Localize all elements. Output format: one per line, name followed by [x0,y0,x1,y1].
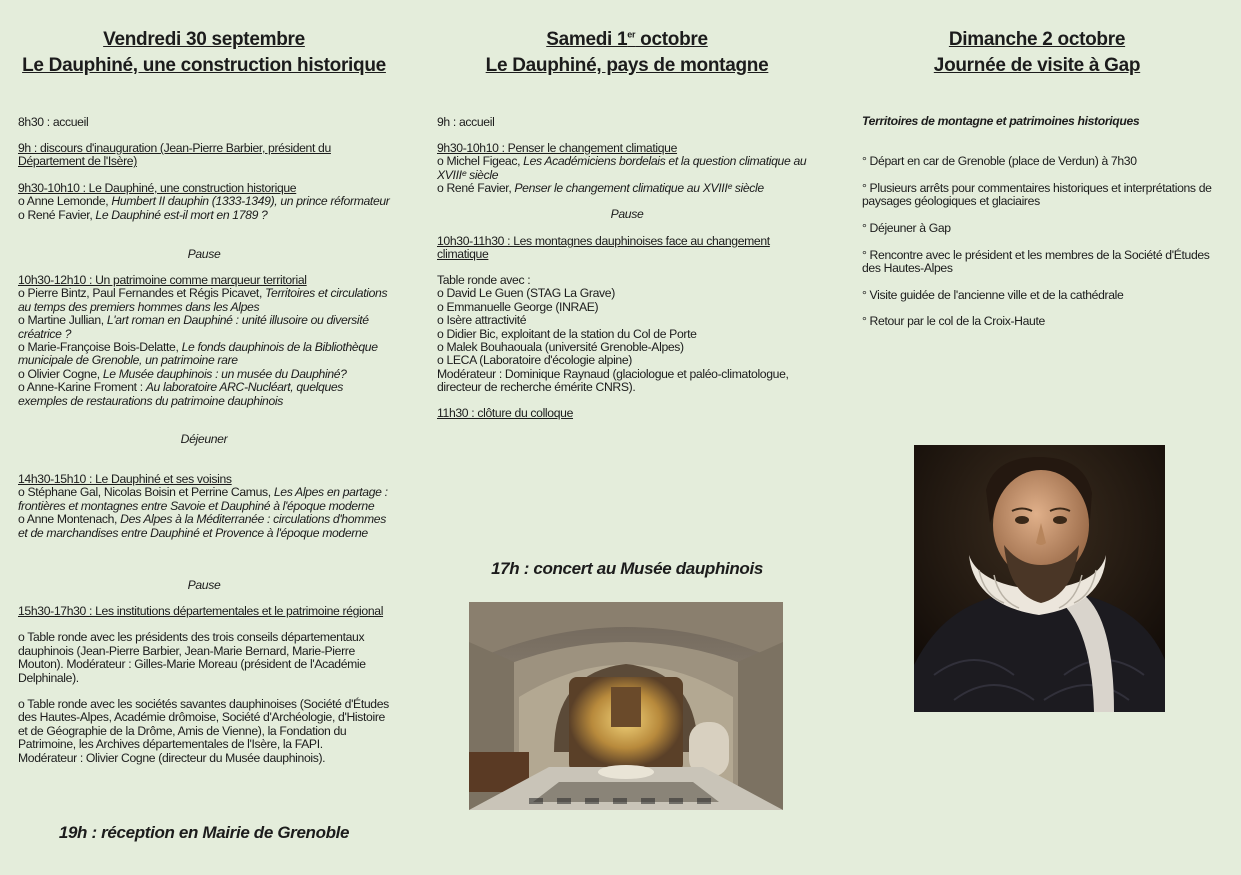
speaker: o Michel Figeac, [437,154,524,169]
title-sup: er [627,29,636,40]
speaker: o Anne Lemonde, [18,194,112,209]
session-time: 9h30-10h10 : Le Dauphiné, une construction historique [18,181,297,195]
talk-title: Au laboratoire ARC-Nucléart, quelques exemples de restaurations du patrimoine dauphinois [18,380,344,408]
sunday-item: ° Déjeuner à Gap [862,221,951,235]
sunday-item: ° Visite guidée de l'ancienne ville et de la cathédrale [862,288,1124,302]
participant: o Isère attractivité [437,313,527,328]
sunday-item: ° Départ en car de Grenoble (place de Verdun) à 7h30 [862,154,1137,168]
speaker: o Olivier Cogne, [18,366,103,381]
talk-title: Penser le changement climatique au XVIIIᵉ siècle [514,181,764,196]
speaker: o René Favier, [437,181,515,196]
roundtable-1: o Table ronde avec les présidents des trois conseils départementaux dauphinois (Jean-Pierre Barbier, Jean-Marie Bernard, Marie-Pierre Mouton). Modérateur : Gilles-Marie Moreau (président de l'Académie Delphinale). [18,630,366,685]
friday-session-3 [18,473,390,540]
sunday-theme: Territoires de montagne et patrimoines historiques [862,114,1140,128]
friday-inauguration: 9h : discours d'inauguration (Jean-Pierre Barbier, président du Département de l'Isère) [18,141,331,169]
talk-title: Le Dauphiné est-il mort en 1789 ? [95,207,268,222]
saturday-session-1 [437,142,817,196]
friday-evening: 19h : réception en Mairie de Grenoble [58,823,350,842]
friday-pause-1: Pause [187,247,221,261]
participant: o David Le Guen (STAG La Grave) [437,286,615,301]
session-time: 10h30-12h10 : Un patrimoine comme marqueur territorial [18,273,307,287]
sunday-item: ° Rencontre avec le président et les membres de la Société d'Études des Hautes-Alpes [862,248,1210,276]
saturday-pause: Pause [610,207,644,221]
saturday-closing: 11h30 : clôture du colloque [437,406,574,420]
friday-title-date: Vendredi 30 septembre [103,29,305,50]
session-time: 14h30-15h10 : Le Dauphiné et ses voisins [18,472,232,486]
friday-session-1 [18,182,390,222]
sunday-title-date: Dimanche 2 octobre [948,29,1126,50]
sunday-item: ° Plusieurs arrêts pour commentaires historiques et interprétations de paysages géologiques et glaciaires [862,181,1212,209]
participant: o LECA (Laboratoire d'écologie alpine) [437,353,632,368]
friday-welcome: 8h30 : accueil [18,115,89,129]
friday-session-2 [18,274,390,408]
saturday-welcome: 9h : accueil [437,115,495,129]
portrait-painting [914,445,1165,712]
saturday-roundtable [437,274,817,395]
speaker: o Martine Jullian, [18,313,107,328]
talk-title: Les Alpes en partage : frontières et montagnes entre Savoie et Dauphiné à l'époque moderne [18,485,388,513]
saturday-title-date [437,27,817,53]
talk-title: Territoires et circulations au temps des premiers hommes dans les Alpes [18,286,388,314]
roundtable-intro: Table ronde avec : [437,273,531,287]
speaker: o Marie-Françoise Bois-Delatte, [18,340,182,355]
friday-pause-2: Pause [187,578,221,592]
friday-lunch: Déjeuner [180,432,228,446]
talk-title: L'art roman en Dauphiné : unité illusoire ou diversité créatrice ? [18,313,369,341]
session-time: 9h30-10h10 : Penser le changement climatique [437,141,678,155]
speaker: o René Favier, [18,207,96,222]
moderator: Modérateur : Olivier Cogne (directeur du Musée dauphinois). [18,750,326,765]
speaker: o Anne-Karine Froment : [18,380,146,395]
sunday-column [862,0,1212,328]
participant: o Malek Bouhaouala (université Grenoble-Alpes) [437,340,684,355]
title-month: octobre [635,29,708,50]
sunday-title-theme: Journée de visite à Gap [933,55,1141,76]
sunday-item: ° Retour par le col de la Croix-Haute [862,314,1045,328]
talk-title: Les Académiciens bordelais et la question climatique au XVIIIᵉ siècle [437,154,807,182]
saturday-session-2-time: 10h30-11h30 : Les montagnes dauphinoises face au changement climatique [437,234,770,262]
museum-chapel-photo [469,602,783,810]
moderator: Modérateur : Dominique Raynaud (glaciologue et paléo-climatologue, directeur de recherche émérite CNRS). [437,366,789,395]
talk-title: Le Musée dauphinois : un musée du Dauphiné? [102,366,347,381]
saturday-column [437,0,817,578]
talk-title: Des Alpes à la Méditerranée : circulations d'hommes et de marchandises entre Dauphiné et Provence à l'époque moderne [18,512,386,540]
speaker: o Stéphane Gal, Nicolas Boisin et Perrine Camus, [18,485,274,500]
participant: o Didier Bic, exploitant de la station du Col de Porte [437,326,697,341]
participant: o Emmanuelle George (INRAE) [437,299,599,314]
saturday-title-theme: Le Dauphiné, pays de montagne [485,55,769,76]
friday-column [18,0,390,842]
saturday-concert: 17h : concert au Musée dauphinois [491,559,763,578]
roundtable-2: o Table ronde avec les sociétés savantes dauphinoises (Société d'Études des Hautes-Alpes, Académie drômoise, Société d'Archéologie, d'Histoire et de Géographie de la Drôme, Amis de Vienne), la Fondation du Patrimoine, les Archives départementales de l'Isère, la FAPI. [18,697,389,752]
friday-title-theme: Le Dauphiné, une construction historique [22,55,386,76]
talk-title: Humbert II dauphin (1333-1349), un prince réformateur [111,194,390,209]
friday-session-4 [18,605,390,765]
speaker: o Pierre Bintz, Paul Fernandes et Régis Picavet, [18,286,266,301]
talk-title: Le fonds dauphinois de la Bibliothèque municipale de Grenoble, un patrimoine rare [18,340,378,368]
title-day: Samedi 1 [546,29,628,50]
speaker: o Anne Montenach, [18,512,121,527]
session-time: 15h30-17h30 : Les institutions départementales et le patrimoine régional [18,604,384,618]
